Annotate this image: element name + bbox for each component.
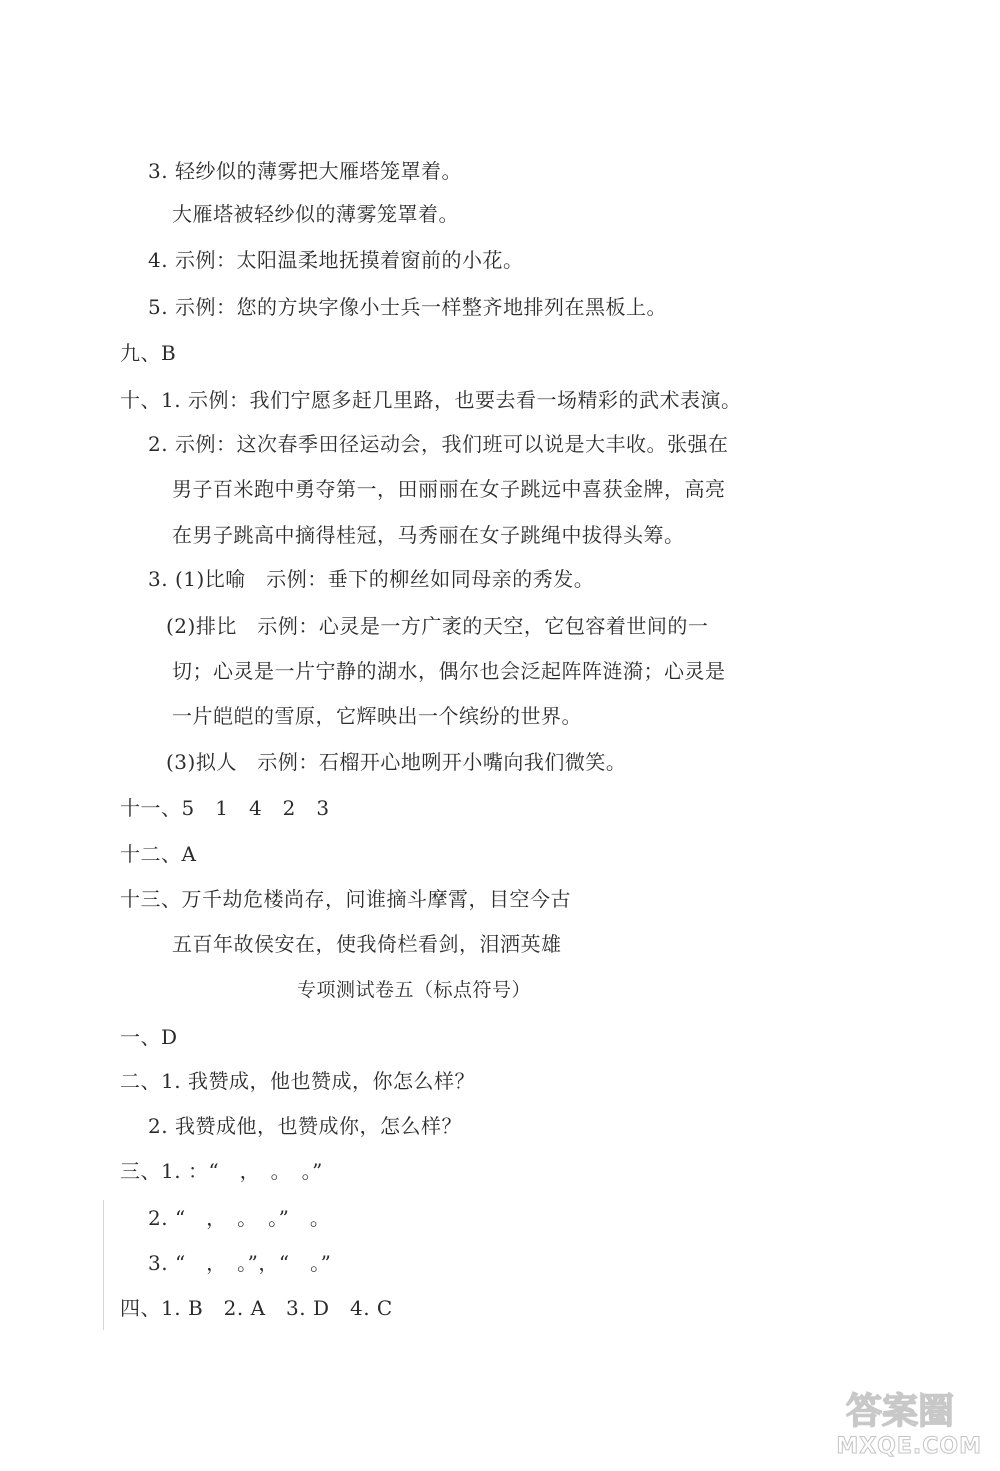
answer-line: (3)拟人 示例：石榴开心地咧开小嘴向我们微笑。 [166, 750, 627, 774]
watermark-logo [844, 1385, 984, 1431]
answer-line: 5. 示例：您的方块字像小士兵一样整齐地排列在黑板上。 [148, 295, 667, 319]
answer-line: 男子百米跑中勇夺第一，田丽丽在女子跳远中喜获金牌，高亮 [172, 477, 726, 501]
answer-line: 2. “ ， 。 。” 。 [148, 1206, 331, 1230]
answer-line: 十二、A [120, 842, 197, 866]
answer-line: 一、D [120, 1025, 178, 1049]
binding-margin-line [103, 1200, 104, 1330]
answer-line: 五百年故侯安在，使我倚栏看剑，泪洒英雄 [172, 932, 562, 956]
answer-line: 十一、5 1 4 2 3 [120, 796, 330, 820]
answer-line: 2. 我赞成他，也赞成你，怎么样？ [148, 1114, 462, 1138]
watermark-url: MXQE.COM [836, 1434, 982, 1459]
answer-line: 九、B [120, 341, 177, 365]
answer-line: 三、1. ：“ ， 。 。” [120, 1159, 323, 1183]
answer-line: 在男子跳高中摘得桂冠，马秀丽在女子跳绳中拔得头筹。 [172, 523, 685, 547]
answer-line: 二、1. 我赞成，他也赞成，你怎么样？ [120, 1069, 475, 1093]
watermark-logo-text: 答案圈 [846, 1391, 955, 1431]
answer-line: 3. 轻纱似的薄雾把大雁塔笼罩着。 [148, 159, 462, 183]
watermark [836, 1385, 990, 1465]
answer-line: (2)排比 示例：心灵是一方广袤的天空，它包容着世间的一 [166, 614, 709, 638]
answer-line: 3. “ ， 。”，“ 。” [148, 1251, 332, 1275]
answer-line: 一片皑皑的雪原，它辉映出一个缤纷的世界。 [172, 704, 582, 728]
answer-line: 2. 示例：这次春季田径运动会，我们班可以说是大丰收。张强在 [148, 432, 729, 456]
answer-line: 切；心灵是一片宁静的湖水，偶尔也会泛起阵阵涟漪；心灵是 [172, 659, 726, 683]
answer-line: 3. (1)比喻 示例：垂下的柳丝如同母亲的秀发。 [148, 567, 595, 591]
section-heading: 专项测试卷五（标点符号） [297, 979, 532, 1001]
answer-line: 4. 示例：太阳温柔地抚摸着窗前的小花。 [148, 248, 524, 272]
answer-line: 大雁塔被轻纱似的薄雾笼罩着。 [172, 202, 459, 226]
answer-line: 十三、万千劫危楼尚存，问谁摘斗摩霄，目空今古 [120, 887, 571, 911]
answer-line: 四、1. B 2. A 3. D 4. C [120, 1296, 393, 1320]
answer-line: 十、1. 示例：我们宁愿多赶几里路，也要去看一场精彩的武术表演。 [120, 388, 742, 412]
